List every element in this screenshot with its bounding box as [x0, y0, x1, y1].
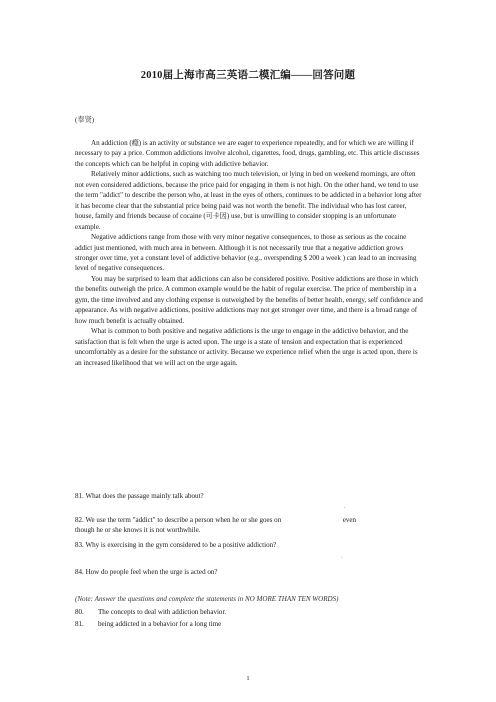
question-81: 81. What does the passage mainly talk about?	[75, 492, 204, 500]
answer-number: 81.	[75, 620, 84, 628]
question-82	[75, 515, 425, 536]
question-84: 84. How do people feel when the urge is acted on?	[75, 568, 218, 576]
source-label: (奉贤)	[75, 116, 95, 124]
page-title: 2010届上海市高三英语二模汇编——回答问题	[140, 70, 356, 81]
answer-space-mark: .	[341, 554, 343, 560]
question-82-text-cont: even	[342, 516, 357, 524]
question-83: 83. Why is exercising in the gym considered to be a positive addiction?	[75, 541, 277, 549]
passage-paragraph: An addiction (瘾) is an activity or substance we are eager to experience repeatedly, and for which we are willing if necessary to pay a price. Common addictions involve alcohol, cigarettes, food, drugs, gambling, etc. This article discusses the concepts which can be helpful in coping with addictive behavior.	[75, 139, 420, 168]
instruction-note: (Note: Answer the questions and complete the statements in NO MORE THAN TEN WORDS)	[75, 595, 339, 603]
reading-passage	[75, 138, 423, 368]
passage-paragraph: You may be surprised to learn that addictions can also be considered positive. Positive addictions are those in which the benefits outweigh the price. A common example would be the habit of regular exercise. The price of membership in a gym, the time involved and any clothing expense is outweighed by the benefits of better health, energy, self confidence and appearance. As with negative addictions, positive addictions may not get stronger over time, and there is a broad range of how much benefit is actually obtained.	[75, 274, 423, 325]
question-82-text-end: though he or she knows it is not worthwhile.	[75, 526, 201, 535]
answer-text: being addicted in a behavior for a long time	[98, 620, 222, 628]
answer-line	[75, 608, 226, 616]
answer-line	[75, 620, 221, 628]
passage-paragraph: Relatively minor addictions, such as watching too much television, or lying in bed on weekend mornings, are often not even considered addictions, because the price paid for engaging in them is not high. On the other hand, we tend to use the term "addict" to describe the person who, at least in the eyes of others, continues to be addicted in a behavior long after it has become clear that the substantial price being paid was not worth the benefit. The individual who has lost career, house, family and friends because of cocaine (可卡因) use, but is unwilling to consider stopping is an unfortunate example.	[75, 170, 422, 231]
passage-paragraph: What is common to both positive and negative addictions is the urge to engage in the addictive behavior, and the satisfaction that is felt when the urge is acted upon. The urge is a state of tension and expectation that is experienced uncomfortably as a desire for the substance or activity. Because we experience relief when the urge is acted upon, there is an increased likelihood that we will act on the urge again.	[75, 327, 418, 367]
question-82-text: 82. We use the term "addict" to describe a person when he or she goes on	[75, 516, 282, 524]
page-number: 1	[246, 675, 250, 682]
answer-number: 80.	[75, 608, 84, 616]
answer-space-mark: .	[344, 504, 346, 510]
answer-text: The concepts to deal with addiction behavior.	[98, 608, 227, 616]
passage-paragraph: Negative addictions range from those with very minor negative consequences, to those as serious as the cocaine addict just mentioned, with much area in between. Although it is not necessarily true that a negative addiction grows stronger over time, yet a constant level of addictive behavior (e.g., overspending $ 200 a week ) can lead to an increasing level of negative consequences.	[75, 233, 417, 273]
